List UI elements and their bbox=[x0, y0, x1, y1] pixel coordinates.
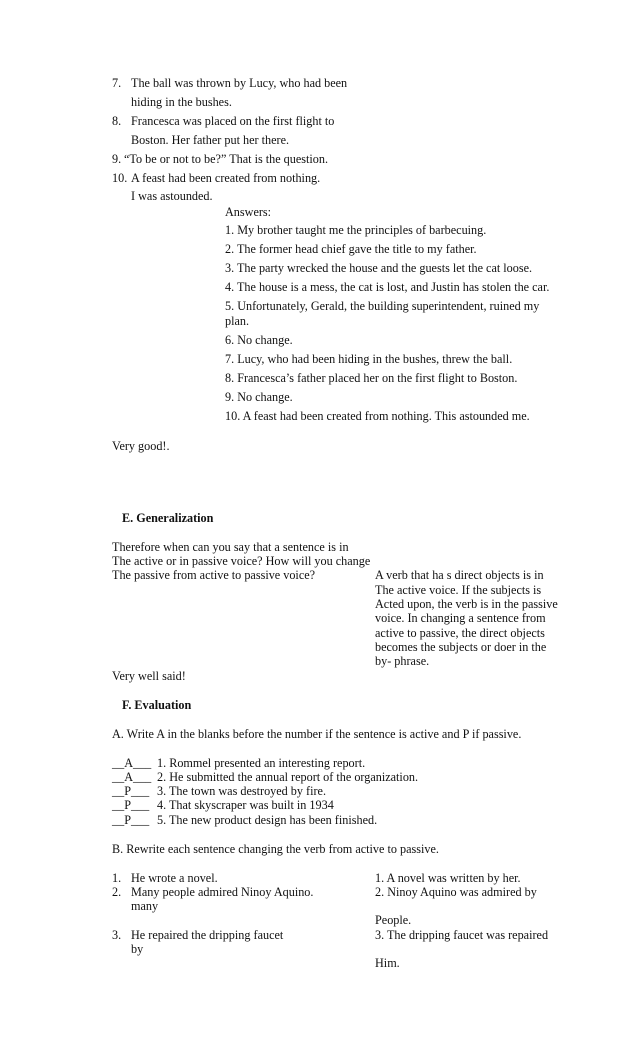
question-line: The passive from active to passive voice? bbox=[112, 568, 316, 582]
answer-blank: __P___ bbox=[112, 784, 150, 798]
evaluation-item: 1. Rommel presented an interesting report. bbox=[157, 756, 366, 770]
answer-blank: __P___ bbox=[112, 813, 150, 827]
part-b-number: 3. bbox=[112, 928, 122, 942]
answer-line: plan. bbox=[225, 314, 250, 328]
praise-text: Very well said! bbox=[112, 669, 186, 683]
answer-blank: __A___ bbox=[112, 770, 152, 784]
part-b-answer: Him. bbox=[375, 956, 400, 970]
answer-line: 6. No change. bbox=[225, 333, 293, 347]
part-b-answer: 1. A novel was written by her. bbox=[375, 871, 521, 885]
answer-line: voice. In changing a sentence from bbox=[375, 611, 546, 625]
part-b-sentence: He wrote a novel. bbox=[131, 871, 218, 885]
evaluation-heading: F. Evaluation bbox=[122, 698, 192, 712]
answer-line: 10. A feast had been created from nothing. This astounded me. bbox=[225, 409, 530, 423]
answer-line: Acted upon, the verb is in the passive bbox=[375, 597, 558, 611]
evaluation-item: 2. He submitted the annual report of the organization. bbox=[157, 770, 419, 784]
part-b-sentence: Many people admired Ninoy Aquino. bbox=[131, 885, 314, 899]
answer-line: 1. My brother taught me the principles of barbecuing. bbox=[225, 223, 487, 237]
item-7-line1: The ball was thrown by Lucy, who had been bbox=[131, 76, 348, 90]
evaluation-item: 4. That skyscraper was built in 1934 bbox=[157, 798, 334, 812]
answer-line: becomes the subjects or doer in the bbox=[375, 640, 547, 654]
item-10-number: 10. bbox=[112, 171, 128, 185]
part-b-answer: 3. The dripping faucet was repaired bbox=[375, 928, 549, 942]
item-10-line1: A feast had been created from nothing. bbox=[131, 171, 321, 185]
item-8-number: 8. bbox=[112, 114, 122, 128]
part-b-number: 2. bbox=[112, 885, 122, 899]
question-line: Therefore when can you say that a sentence is in bbox=[112, 540, 349, 554]
part-b-answer: 2. Ninoy Aquino was admired by bbox=[375, 885, 537, 899]
evaluation-item: 3. The town was destroyed by fire. bbox=[157, 784, 327, 798]
item-10-line2: I was astounded. bbox=[131, 189, 213, 203]
part-b-number: 1. bbox=[112, 871, 122, 885]
item-9-number: 9. bbox=[112, 152, 122, 166]
answer-blank: __P___ bbox=[112, 798, 150, 812]
answer-line: A verb that ha s direct objects is in bbox=[375, 568, 544, 582]
answer-line: 2. The former head chief gave the title to my father. bbox=[225, 242, 477, 256]
answer-line: 9. No change. bbox=[225, 390, 293, 404]
very-good-text: Very good!. bbox=[112, 439, 170, 453]
part-b-instruction: B. Rewrite each sentence changing the verb from active to passive. bbox=[112, 842, 439, 856]
item-8-line2: Boston. Her father put her there. bbox=[131, 133, 290, 147]
answer-line: 5. Unfortunately, Gerald, the building superintendent, ruined my bbox=[225, 299, 540, 313]
answer-line: 7. Lucy, who had been hiding in the bushes, threw the ball. bbox=[225, 352, 513, 366]
item-7-line2: hiding in the bushes. bbox=[131, 95, 232, 109]
answer-line: 8. Francesca’s father placed her on the first flight to Boston. bbox=[225, 371, 518, 385]
item-9-line1: “To be or not to be?” That is the question. bbox=[124, 152, 329, 166]
evaluation-item: 5. The new product design has been finished. bbox=[157, 813, 378, 827]
part-a-instruction: A. Write A in the blanks before the number if the sentence is active and P if passive. bbox=[112, 727, 522, 741]
item-7-number: 7. bbox=[112, 76, 122, 90]
part-b-sentence: by bbox=[131, 942, 144, 956]
generalization-heading: E. Generalization bbox=[122, 511, 214, 525]
part-b-sentence: He repaired the dripping faucet bbox=[131, 928, 284, 942]
item-8-line1: Francesca was placed on the first flight to bbox=[131, 114, 335, 128]
answer-line: by- phrase. bbox=[375, 654, 430, 668]
answer-blank: __A___ bbox=[112, 756, 152, 770]
part-b-sentence: many bbox=[131, 899, 159, 913]
part-b-answer: People. bbox=[375, 913, 412, 927]
answer-line: 3. The party wrecked the house and the guests let the cat loose. bbox=[225, 261, 533, 275]
question-line: The active or in passive voice? How will you change bbox=[112, 554, 371, 568]
answers-heading: Answers: bbox=[225, 205, 272, 219]
answer-line: The active voice. If the subjects is bbox=[375, 583, 542, 597]
answer-line: active to passive, the direct objects bbox=[375, 626, 545, 640]
answer-line: 4. The house is a mess, the cat is lost, and Justin has stolen the car. bbox=[225, 280, 550, 294]
